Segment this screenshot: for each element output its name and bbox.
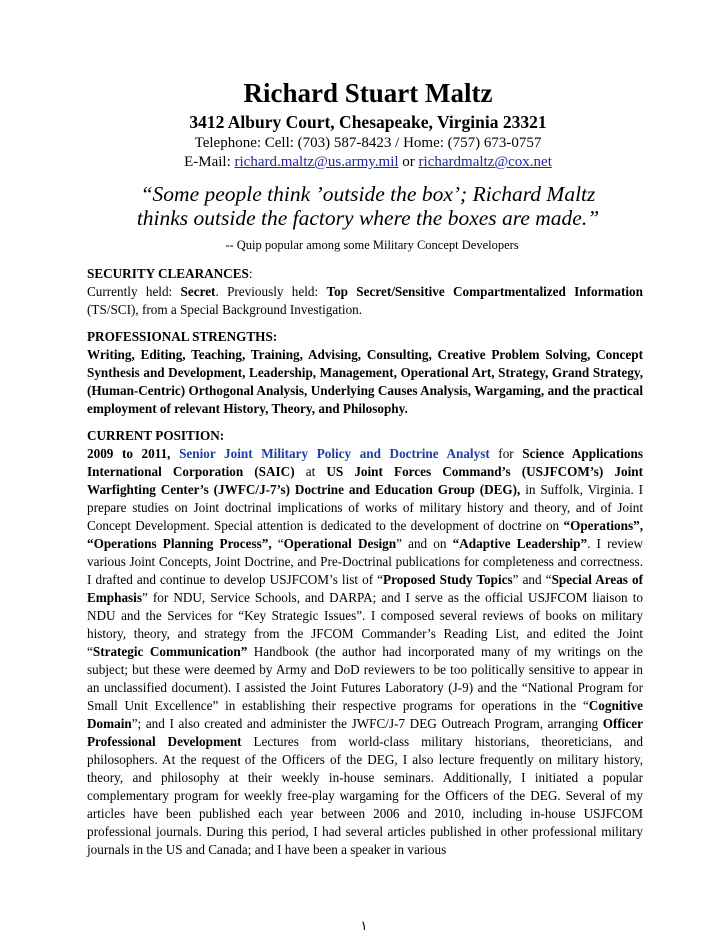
- position-text-2: “: [271, 536, 284, 551]
- clearance-previous: Top Secret/Sensitive Compartmentalized Information: [326, 284, 643, 299]
- position-employer: Science Applications International Corporation (SAIC): [87, 446, 643, 479]
- position-text-8: ”; and I also created and administer the JWFC/J-7 DEG Outreach Program, arranging: [131, 716, 603, 731]
- position-text-3: ” and on: [396, 536, 453, 551]
- position-text-6: ” for NDU, Service Schools, and DARPA; and I serve as the official USJFCOM liaison to NDU and the Services for “Key Strategic Issues”. I composed several reviews of books on military history, theory, and strategy from the JFCOM Commander’s Reading List, and edited the Joint “: [87, 590, 643, 659]
- email-line: [87, 153, 643, 172]
- position-text-at: at: [294, 464, 327, 479]
- position-bold-5: Special Areas of Emphasis: [87, 572, 643, 605]
- email-link-army[interactable]: richard.maltz@us.army.mil: [234, 154, 399, 170]
- email-joiner: or: [398, 154, 419, 170]
- page-number: ١: [360, 918, 368, 933]
- position-years: 2009 to 2011,: [87, 446, 180, 461]
- position-bold-6: Strategic Communication”: [92, 644, 248, 659]
- position-bold-3: “Adaptive Leadership”: [452, 536, 588, 551]
- security-text-3: (TS/SCI), from a Special Background Investigation.: [87, 302, 363, 317]
- resume-page: [87, 78, 643, 859]
- quote: [87, 182, 643, 230]
- email-label: E-Mail:: [184, 154, 235, 170]
- position-text-for: for: [489, 446, 523, 461]
- position-organization: US Joint Forces Command’s (USJFCOM’s) Joint Warfighting Center’s (JWFC/J-7’s) Doctrine and Education Group (DEG),: [87, 464, 643, 497]
- quote-line-2: thinks outside the factory where the boxes are made.”: [136, 206, 600, 230]
- candidate-name: Richard Stuart Maltz: [243, 78, 493, 108]
- security-heading: [87, 265, 643, 283]
- position-bold-7: Cognitive Domain: [87, 698, 643, 731]
- security-clearances-section: [87, 265, 643, 319]
- professional-strengths-section: [87, 328, 643, 418]
- position-text-9: Lectures from world-class military historians, theoreticians, and philosophers. At the request of the Officers of the DEG, I also lecture frequently on military history, theory, and philosophy at their weekly in-house seminars. Additionally, I initiated a popular complementary program for weekly free-play wargaming for the Officers of the DEG. Several of my articles have been published each year between 2006 and 2010, including in-house USJFCOM professional journals. During this period, I had several articles published in other professional military journals in the US and Canada; and I have been a speaker in various: [87, 734, 643, 857]
- position-bold-1: “Operations”, “Operations Planning Process”,: [87, 518, 643, 551]
- section-title-security: SECURITY CLEARANCES: [87, 266, 249, 281]
- position-bold-8: Officer Professional Development: [87, 716, 643, 749]
- quip-attribution: -- Quip popular among some Military Concept Developers: [225, 238, 519, 252]
- position-text-5: ” and “: [512, 572, 552, 587]
- current-position-section: [87, 427, 643, 859]
- address: 3412 Albury Court, Chesapeake, Virginia 23321: [189, 112, 547, 132]
- clearance-current: Secret: [180, 284, 216, 299]
- security-text-1: Currently held:: [87, 284, 181, 299]
- strengths-text: Writing, Editing, Teaching, Training, Advising, Consulting, Creative Problem Solving, Concept Synthesis and Development, Leadership, Management, Operational Art, Strategy, Grand Strategy, (Human-Centric) Orthogonal Analysis, Underlying Causes Analysis, Wargaming, and the practical employment of relevant History, Theory, and Philosophy.: [87, 347, 643, 416]
- section-title-current: CURRENT POSITION:: [87, 428, 225, 443]
- security-text-2: . Previously held:: [215, 284, 327, 299]
- quote-line-1: “Some people think ’outside the box’; Richard Maltz: [140, 182, 596, 206]
- telephone: Telephone: Cell: (703) 587-8423 / Home: (757) 673-0757: [194, 135, 542, 151]
- email-link-cox[interactable]: richardmaltz@cox.net: [418, 154, 552, 170]
- current-position-text: [87, 445, 643, 859]
- position-text-1: in Suffolk, Virginia. I prepare studies on Joint doctrinal implications of works of military history and theory, and of Joint Concept Development. Special attention is dedicated to the development of doctrine on: [87, 482, 644, 533]
- position-role: Senior Joint Military Policy and Doctrine Analyst: [179, 446, 490, 461]
- security-heading-colon: :: [248, 266, 253, 281]
- position-text-7: Handbook (the author had incorporated many of my writings on the subject; but these were deemed by Army and DoD reviewers to be too politically sensitive to appear in an unclassified document). I assisted the Joint Futures Laboratory (J-9) and the “National Program for Small Unit Excellence” in establishing their respective programs for operations in the “: [87, 644, 643, 713]
- position-text-4: . I review various Joint Concepts, Joint Doctrine, and Pre-Doctrinal publications for completeness and correctness. I drafted and continue to develop USJFCOM’s list of “: [87, 536, 643, 587]
- security-text: [87, 283, 643, 319]
- position-bold-2: Operational Design: [283, 536, 397, 551]
- section-title-strengths: PROFESSIONAL STRENGTHS:: [87, 329, 278, 344]
- position-bold-4: Proposed Study Topics: [383, 572, 513, 587]
